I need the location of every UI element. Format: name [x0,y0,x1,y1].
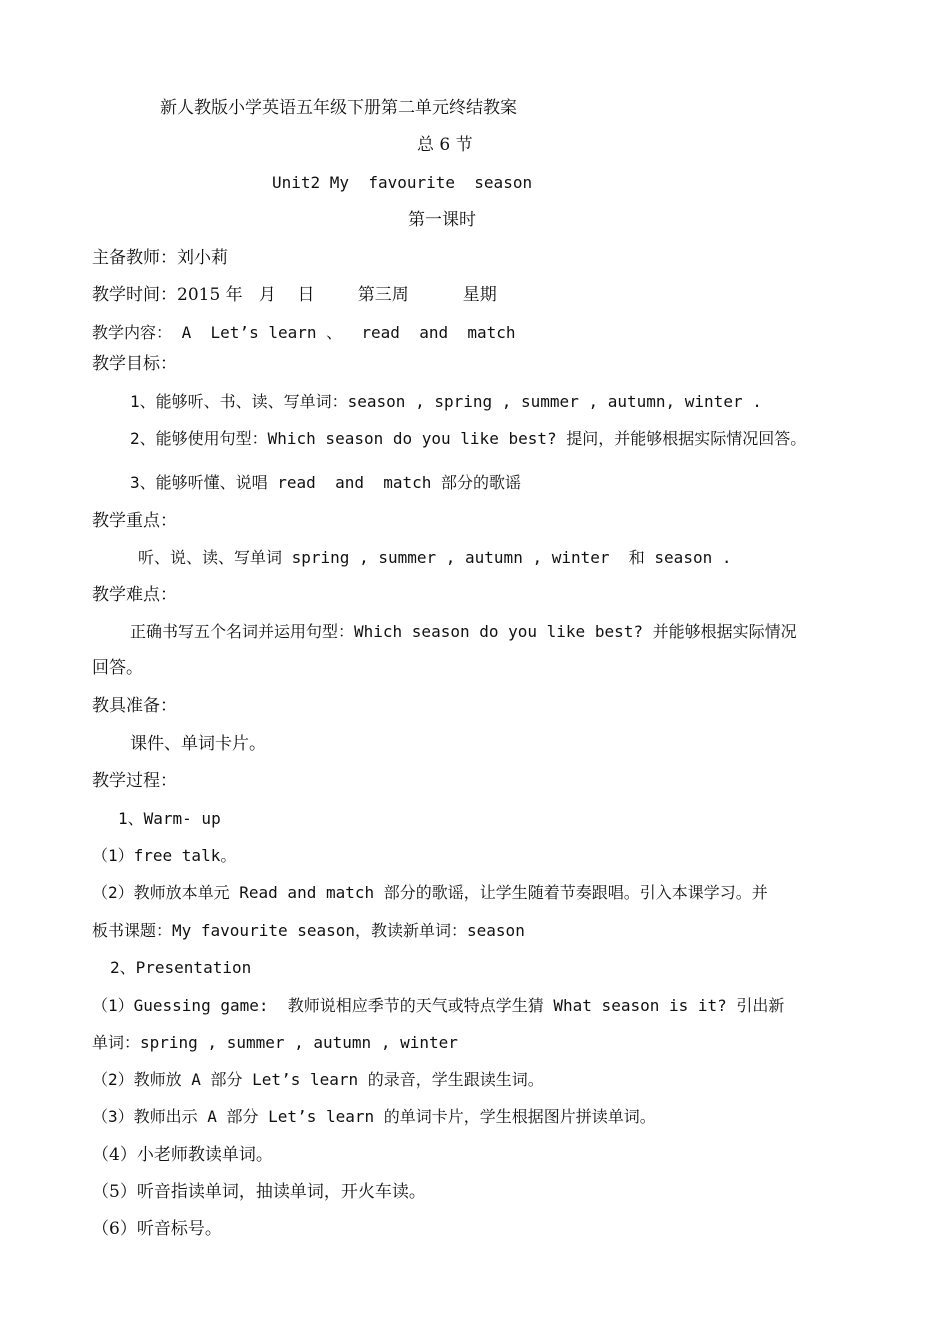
key-points-heading: 教学重点： [92,511,177,531]
difficulties-text: 正确书写五个名词并运用句型：Which season do you like best? 并能够根据实际情况 [130,622,797,641]
process-line: （1）Guessing game: 教师说相应季节的天气或特点学生猜 What season is it? 引出新 [92,996,785,1015]
difficulties-text-continued: 回答。 [92,658,143,678]
process-line: （2）教师放本单元 Read and match 部分的歌谣，让学生随着节奏跟唱。引入本课学习。并 [92,883,768,902]
process-line: （4）小老师教读单词。 [92,1145,273,1165]
objective-item: 2、能够使用句型：Which season do you like best? 提问，并能够根据实际情况回答。 [130,429,807,448]
materials-text: 课件、单词卡片。 [130,734,266,754]
process-line: （5）听音指读单词，抽读单词，开火车读。 [92,1182,426,1202]
process-line: 1、Warm- up [118,809,221,828]
process-line: 单词：spring , summer , autumn , winter [92,1033,458,1052]
materials-heading: 教具准备： [92,696,177,716]
document-title: 新人教版小学英语五年级下册第二单元终结教案 [160,98,517,118]
key-points-text: 听、说、读、写单词 spring , summer , autumn , winter 和 season . [138,548,732,567]
lesson-title: 第一课时 [408,210,476,230]
process-line: 2、Presentation [110,958,252,977]
objective-item: 3、能够听懂、说唱 read and match 部分的歌谣 [130,473,522,492]
time-line: 教学时间：2015 年 月 日 第三周 星期 [92,285,497,305]
total-sections: 总 6 节 [417,135,473,155]
process-line: 板书课题：My favourite season，教读新单词：season [92,921,525,940]
objectives-heading: 教学目标： [92,354,177,374]
content-line: 教学内容： A Let’s learn 、 read and match [92,323,516,342]
difficulties-heading: 教学难点： [92,585,177,605]
process-line: （1）free talk。 [92,846,237,865]
process-heading: 教学过程： [92,771,177,791]
process-line: （6）听音标号。 [92,1219,222,1239]
unit-title: Unit2 My favourite season [272,173,533,192]
teacher-line: 主备教师：刘小莉 [92,248,228,268]
process-line: （2）教师放 A 部分 Let’s learn 的录音，学生跟读生词。 [92,1070,544,1089]
objective-item: 1、能够听、书、读、写单词：season , spring , summer , autumn, winter . [130,392,762,411]
process-line: （3）教师出示 A 部分 Let’s learn 的单词卡片，学生根据图片拼读单词。 [92,1107,656,1126]
